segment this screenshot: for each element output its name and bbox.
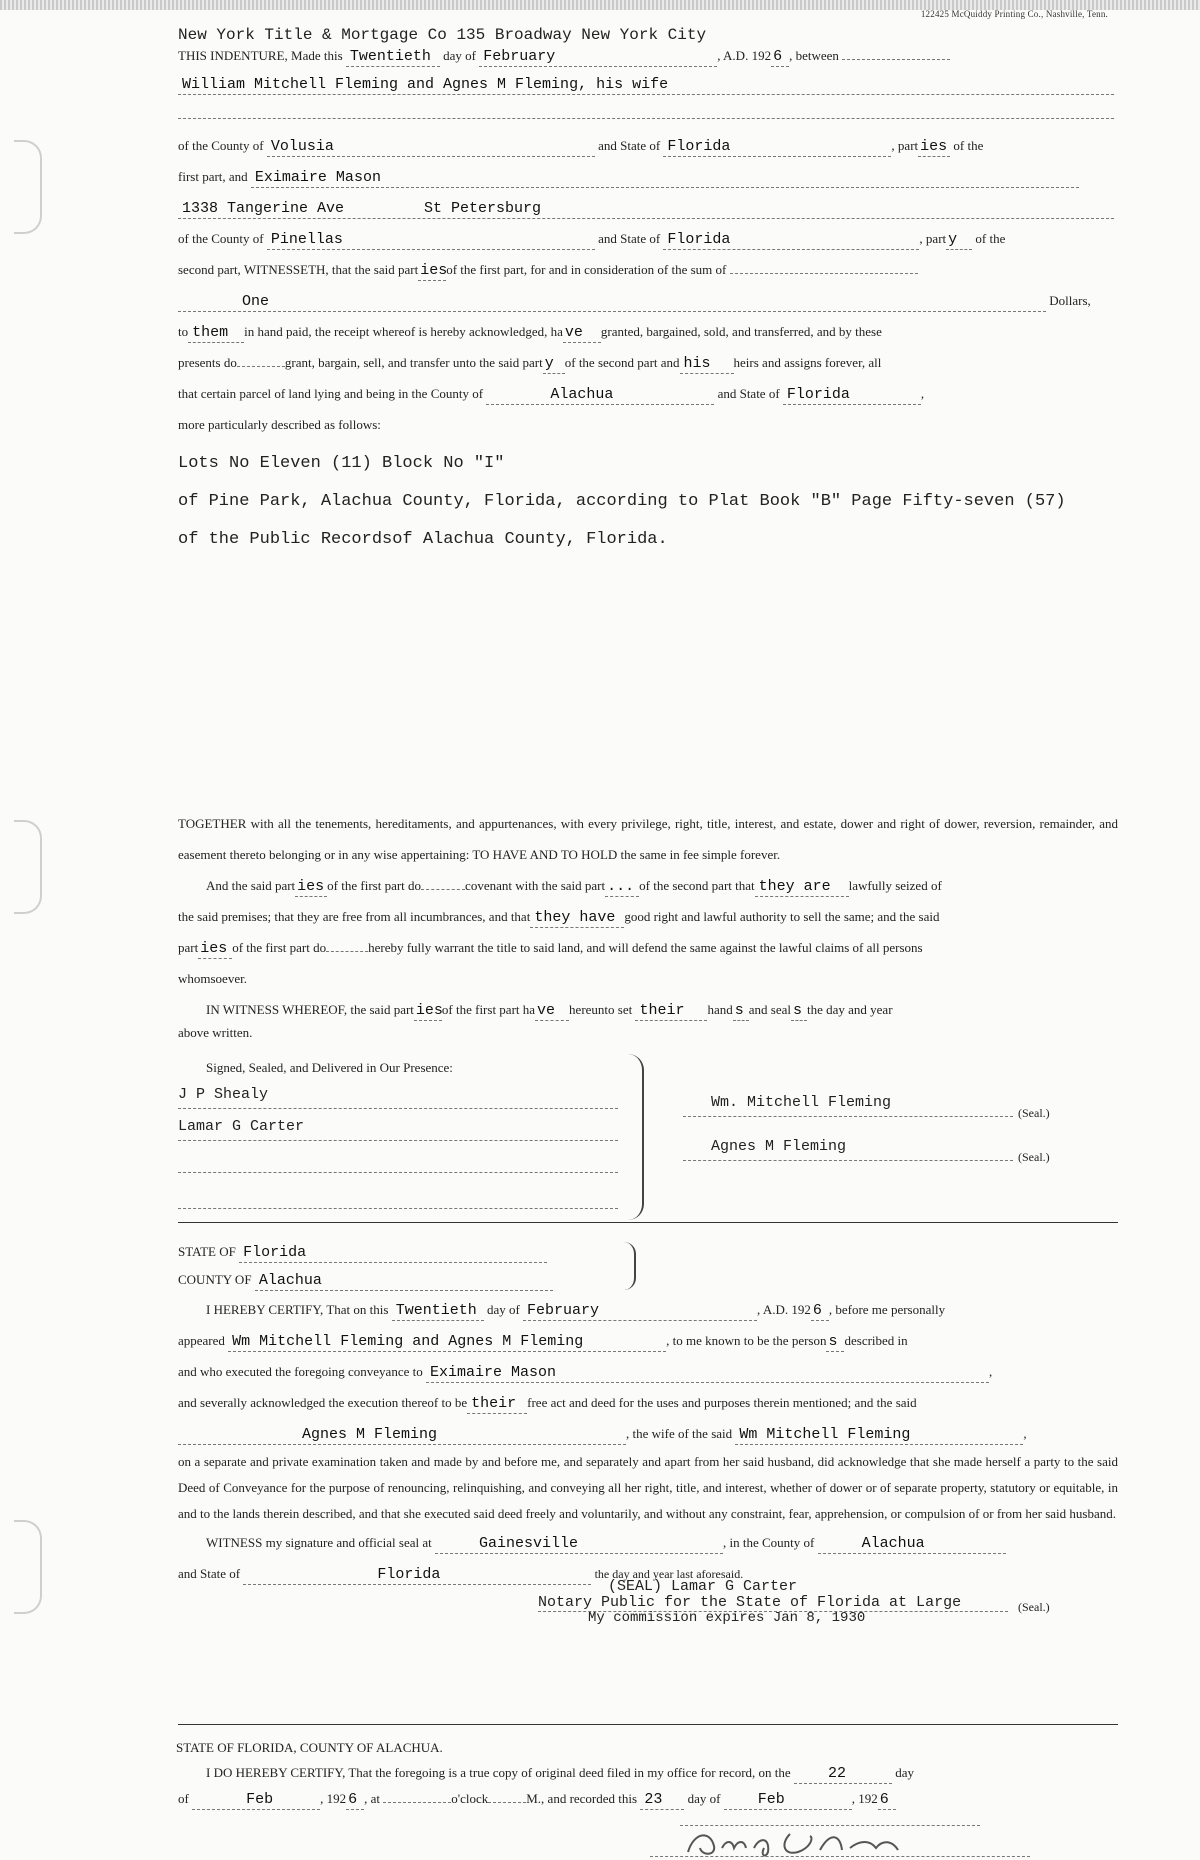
record-certify-line <box>178 1760 1118 1786</box>
wit-b: of the first part ha <box>441 1002 536 1017</box>
described-text: more particularly described as follows: <box>178 417 381 432</box>
wit-c: hereunto set <box>569 1002 633 1017</box>
wit-e: and seal <box>748 1002 791 1017</box>
deputy-line <box>650 1836 1120 1858</box>
party-ies-field: ies <box>918 138 950 157</box>
of-the-text: of the <box>953 138 984 153</box>
covenant-line-2 <box>178 901 1118 932</box>
ack-state-line <box>178 1238 1118 1266</box>
ack-separate-paragraph: on a separate and private examination taken and made by and before me, and separately and apart from her said husband, did acknowledge that she made herself a party to the said Deed of Conveyance for the purpose of renouncing, relinquishing, and conveying all her right, title, and interest, whether of dower or of separate property, statutory or equitable, in and to the lands therein described, and that she executed said deed freely and voluntarily, and without any constraint, fear, apprehension, or compulsion of or from her said husband. <box>178 1454 1118 1521</box>
grantee-field: Eximaire Mason <box>251 169 1079 188</box>
seal-label-1: (Seal.) <box>1018 1106 1050 1120</box>
record-oclock: o'clock <box>451 1791 489 1806</box>
legal-description <box>178 448 1118 556</box>
witness-3-line <box>178 1150 618 1173</box>
ack-day-year: the day and year last aforesaid. <box>594 1567 744 1581</box>
record-filed-day-field <box>794 1765 892 1784</box>
ack-state-label: STATE OF <box>178 1244 236 1259</box>
witness-4-line <box>178 1186 618 1209</box>
binder-hole-3 <box>14 1520 42 1614</box>
ack-severally-line <box>178 1387 1118 1418</box>
covenant-line-4 <box>178 963 1118 994</box>
cov-dots-field: ... <box>605 878 639 897</box>
ack-place-value: Gainesville <box>479 1535 579 1552</box>
record-year-a: , 192 <box>320 1791 347 1806</box>
grantor-county-line <box>178 130 1118 161</box>
ack-month-field: February <box>523 1302 757 1321</box>
ack-executed-text: and who executed the foregoing conveyance to <box>178 1364 423 1379</box>
ack-year-field: 6 <box>811 1302 829 1321</box>
have-field: ve <box>563 324 601 343</box>
record-am-pm-blank <box>488 1802 526 1803</box>
cov-e: lawfully seized of <box>848 878 942 893</box>
wit-ies-field: ies <box>415 1002 443 1019</box>
ack-brace <box>624 1242 636 1290</box>
wit-their-field: their <box>635 1002 707 1021</box>
of-the-text-2: of the <box>975 231 1006 246</box>
wit-a: IN WITNESS WHEREOF, the said part <box>206 1002 414 1017</box>
indenture-text: THIS INDENTURE, Made this <box>178 48 343 63</box>
notary-seal-line: (SEAL) Lamar G Carter <box>608 1578 798 1595</box>
consideration-blank <box>730 273 918 274</box>
together-paragraph: TOGETHER with all the tenements, hereditaments, and appurtenances, with every privilege, right, title, interest, and estate, dower and right of dower, reversion, remainder, and easement thereto belonging or in any wise appertaining: TO HAVE AND TO HOLD the same in fee simple forever. <box>178 816 1118 862</box>
grantors-field: William Mitchell Fleming and Agnes M Fleming, his wife <box>178 76 1114 95</box>
record-filed-month-field <box>192 1791 320 1810</box>
typed-header: New York Title & Mortgage Co 135 Broadway New York City <box>178 26 707 44</box>
ack-day-of: day of <box>486 1302 520 1317</box>
ack-place-field <box>435 1535 723 1554</box>
ack-state-field: Florida <box>239 1244 547 1263</box>
above-written-line <box>178 1025 1118 1047</box>
to-text: to <box>178 324 189 339</box>
ack-appeared-line <box>178 1325 1118 1356</box>
grantor-sig-2-text: Agnes M Fleming <box>711 1138 847 1155</box>
legal-line-2: of Pine Park, Alachua County, Florida, according to Plat Book "B" Page Fifty-seven (57) <box>178 492 1066 511</box>
grantee-address-line <box>178 192 1118 223</box>
ack-severally-b: free act and deed for the uses and purposes therein mentioned; and the said <box>527 1395 917 1410</box>
grantee-city: St Petersburg <box>424 200 542 217</box>
party-y-field: y <box>946 231 972 250</box>
cov-blank-1 <box>421 889 465 890</box>
wit-d: hand <box>707 1002 733 1017</box>
ack-certify-line <box>178 1294 1118 1325</box>
wit-s-field: s <box>733 1002 749 1021</box>
record-recorded-year-field: 6 <box>878 1791 896 1810</box>
record-recorded-month-field <box>724 1791 852 1810</box>
parcel-text: that certain parcel of land lying and being in the County of <box>178 386 484 401</box>
ad-text: , A.D. 192 <box>717 48 772 63</box>
grantor-signature-1 <box>683 1094 1013 1117</box>
grantor-line-2 <box>178 99 1118 130</box>
ack-executed-field: Eximaire Mason <box>426 1364 989 1383</box>
record-filed-year-field: 6 <box>346 1791 364 1810</box>
cov-k: whomsoever. <box>178 971 247 986</box>
ack-witness-state-field <box>243 1566 591 1585</box>
wit-g: above written. <box>178 1025 253 1040</box>
ack-wife-of: , the wife of the said <box>626 1426 733 1441</box>
county-of-text-2: of the County of <box>178 231 264 246</box>
ack-wife-value: Agnes M Fleming <box>302 1426 438 1443</box>
acknowledgement <box>178 1238 1118 1628</box>
wit-s2-field: s <box>791 1002 807 1021</box>
ack-county-field: Alachua <box>255 1272 553 1291</box>
sum-line <box>178 285 1118 316</box>
parcel-line: that certain parcel of land lying and being in the County of Alachua and State of Florida , <box>178 386 925 403</box>
covenant-section <box>178 808 1118 1047</box>
indenture-line <box>178 44 1118 68</box>
grantor-county-field: Volusia <box>267 138 595 157</box>
grantee-street: 1338 Tangerine Ave <box>182 200 345 217</box>
sum-value: One <box>242 293 270 310</box>
ack-witness-state-value: Florida <box>377 1566 441 1583</box>
record-date-line <box>178 1786 1118 1812</box>
deputy-signature <box>650 1840 1030 1857</box>
grantor-signature-2 <box>683 1138 1013 1161</box>
first-part-text: first part, and <box>178 169 248 184</box>
record-day-label: day <box>895 1765 914 1780</box>
ack-severally-text: and severally acknowledged the execution thereof to be <box>178 1395 468 1410</box>
presents-d-text: heirs and assigns forever, all <box>733 355 882 370</box>
cov-a: And the said part <box>206 878 296 893</box>
dollars-text: Dollars, <box>1049 293 1091 308</box>
cov-they-are-field: they are <box>755 878 849 897</box>
presents-y-field: y <box>543 355 565 374</box>
wit-ve-field: ve <box>535 1002 569 1021</box>
grantee-address-field <box>178 200 1114 219</box>
handwritten-signature-icon <box>680 1826 980 1860</box>
described-line <box>178 409 1118 440</box>
printer-credit: 122425 McQuiddy Printing Co., Nashville, Tenn. <box>920 9 1108 19</box>
section-divider <box>178 1222 1118 1223</box>
day-of-text: day of <box>443 48 477 63</box>
consideration-text: of the first part, for and in consideration of the sum of <box>446 262 727 277</box>
binder-hole-2 <box>14 820 42 914</box>
notary-commission-line: My commission expires Jan 8, 1930 <box>588 1610 866 1626</box>
ack-wife-line: Agnes M Fleming , the wife of the said Wm Mitchell Fleming , <box>178 1418 1118 1449</box>
ack-appeared-field: Wm Mitchell Fleming and Agnes M Fleming <box>228 1333 666 1352</box>
presence-line: Signed, Sealed, and Delivered in Our Presence: <box>206 1060 453 1075</box>
ack-county-line <box>178 1266 1118 1294</box>
presents-c-text: of the second part and <box>564 355 680 370</box>
record-recorded-month-value: Feb <box>757 1791 785 1808</box>
grantee-county-line <box>178 223 1118 254</box>
record-heading: STATE OF FLORIDA, COUNTY OF ALACHUA. <box>176 1740 443 1755</box>
deed-month-field: February <box>479 48 717 67</box>
presents-blank <box>237 366 285 367</box>
record-day-of: day of <box>687 1791 721 1806</box>
ack-before: , before me personally <box>828 1302 946 1317</box>
witnesseth-text: second part, WITNESSETH, that the said part <box>178 262 419 277</box>
grantee-state-field: Florida <box>663 231 919 250</box>
cov-h: part <box>178 940 199 955</box>
hand-paid-text: in hand paid, the receipt whereof is hereby acknowledged, ha <box>244 324 563 339</box>
cov-they-have-field: they have <box>530 909 624 928</box>
county-of-text: of the County of <box>178 138 264 153</box>
seal-label-2: (Seal.) <box>1018 1150 1050 1164</box>
ack-described: described in <box>844 1333 908 1348</box>
ack-witness-text: WITNESS my signature and official seal at <box>206 1535 432 1550</box>
sum-field <box>178 293 1046 312</box>
record-time-blank <box>383 1802 451 1803</box>
ack-ad: , A.D. 192 <box>757 1302 811 1317</box>
record-at: , at <box>364 1791 380 1806</box>
deed-day-field: Twentieth <box>346 48 440 67</box>
party-text: , part <box>891 138 919 153</box>
deed-year-field: 6 <box>771 48 789 67</box>
notary-block <box>178 1578 1118 1628</box>
grantor-blank <box>178 118 1114 119</box>
ack-witness-county-field <box>818 1535 1006 1554</box>
parcel-county-field <box>486 386 714 405</box>
witness-1-line: J P Shealy <box>178 1086 618 1109</box>
parcel-state-field: Florida <box>783 386 921 405</box>
paid-line <box>178 316 1118 347</box>
record-filed-month-value: Feb <box>246 1791 274 1808</box>
wit-f: the day and year <box>806 1002 893 1017</box>
grantee-line <box>178 161 1118 192</box>
covenant-line-1 <box>178 870 1118 901</box>
binder-hole-1 <box>14 140 42 234</box>
record-divider <box>178 1724 1118 1725</box>
to-whom-field: them <box>188 324 244 343</box>
cov-f: the said premises; that they are free from all incumbrances, and that <box>178 909 531 924</box>
ack-in-county: , in the County of <box>723 1535 815 1550</box>
record-year-b: , 192 <box>851 1791 878 1806</box>
deed-content <box>178 28 1118 556</box>
cov-j: hereby fully warrant the title to said land, and will defend the same against the lawful claims of all persons <box>368 940 923 955</box>
ack-county-label: COUNTY OF <box>178 1272 252 1287</box>
cov-c: covenant with the said part <box>465 878 606 893</box>
ack-witness-line <box>178 1527 1118 1558</box>
ack-appeared-text: appeared <box>178 1333 225 1348</box>
witnesseth-line <box>178 254 1118 285</box>
cov-d: of the second part that <box>639 878 755 893</box>
state-of-text-2: and State of <box>598 231 661 246</box>
clerk-signature-area <box>680 1812 1120 1858</box>
cov-b: of the first part do <box>327 878 422 893</box>
legal-line-3: of the Public Recordsof Alachua County, Florida. <box>178 530 668 549</box>
witnesseth-ies-field: ies <box>420 262 448 279</box>
ack-certify-text: I HEREBY CERTIFY, That on this <box>206 1302 389 1317</box>
record-certify-text: I DO HEREBY CERTIFY, That the foregoing is a true copy of original deed filed in my office for record, on the <box>206 1765 791 1780</box>
signing-brace <box>628 1054 644 1220</box>
granted-text: granted, bargained, sold, and transferred, and by these <box>600 324 882 339</box>
parcel-state-of-text: and State of <box>717 386 780 401</box>
grantor-state-field: Florida <box>663 138 891 157</box>
ack-known: , to me known to be the person <box>666 1333 827 1348</box>
ack-wife-field <box>178 1426 626 1445</box>
presents-text: presents do <box>178 355 237 370</box>
signing-block <box>178 1052 1118 1222</box>
presents-b-text: grant, bargain, sell, and transfer unto the said part <box>284 355 543 370</box>
cov-ies2-field: ies <box>198 940 232 959</box>
ack-their-field: their <box>467 1395 527 1414</box>
legal-line-1: Lots No Eleven (11) Block No "I" <box>178 454 505 473</box>
presents-line <box>178 347 1118 378</box>
notary-title-line: Notary Public for the State of Florida at Large <box>538 1594 1008 1612</box>
cov-blank-2 <box>326 951 368 952</box>
witness-2-line: Lamar G Carter <box>178 1118 618 1141</box>
ack-day-field: Twentieth <box>392 1302 484 1321</box>
ack-executed-line: and who executed the foregoing conveyance to Eximaire Mason , <box>178 1364 993 1381</box>
witness-whereof-line <box>178 994 1118 1025</box>
presents-his-field: his <box>680 355 734 374</box>
record-recorded-day-field: 23 <box>640 1791 684 1810</box>
ack-husband-field: Wm Mitchell Fleming <box>735 1426 1023 1445</box>
record-of: of <box>178 1791 189 1806</box>
between-text: , between <box>789 48 839 63</box>
cov-g: good right and lawful authority to sell the same; and the said <box>624 909 940 924</box>
grantor-line <box>178 68 1118 99</box>
parcel-county-value: Alachua <box>550 386 614 403</box>
record-filed-day-value: 22 <box>827 1765 846 1782</box>
party-text-2: , part <box>919 231 947 246</box>
state-of-text: and State of <box>598 138 661 153</box>
record-m-recorded: M., and recorded this <box>526 1791 638 1806</box>
ack-witness-county-value: Alachua <box>861 1535 925 1552</box>
grantee-county-field: Pinellas <box>267 231 595 250</box>
covenant-line-3 <box>178 932 1118 963</box>
cov-ies-field: ies <box>295 878 327 897</box>
between-blank <box>842 59 950 60</box>
cov-i: of the first part do <box>232 940 327 955</box>
record-section <box>178 1736 1118 1786</box>
ack-known-s-field: s <box>826 1333 844 1352</box>
grantor-sig-1-text: Wm. Mitchell Fleming <box>711 1094 892 1111</box>
notary-seal-label: (Seal.) <box>1018 1600 1050 1614</box>
ack-and-state-text: and State of <box>178 1566 241 1581</box>
